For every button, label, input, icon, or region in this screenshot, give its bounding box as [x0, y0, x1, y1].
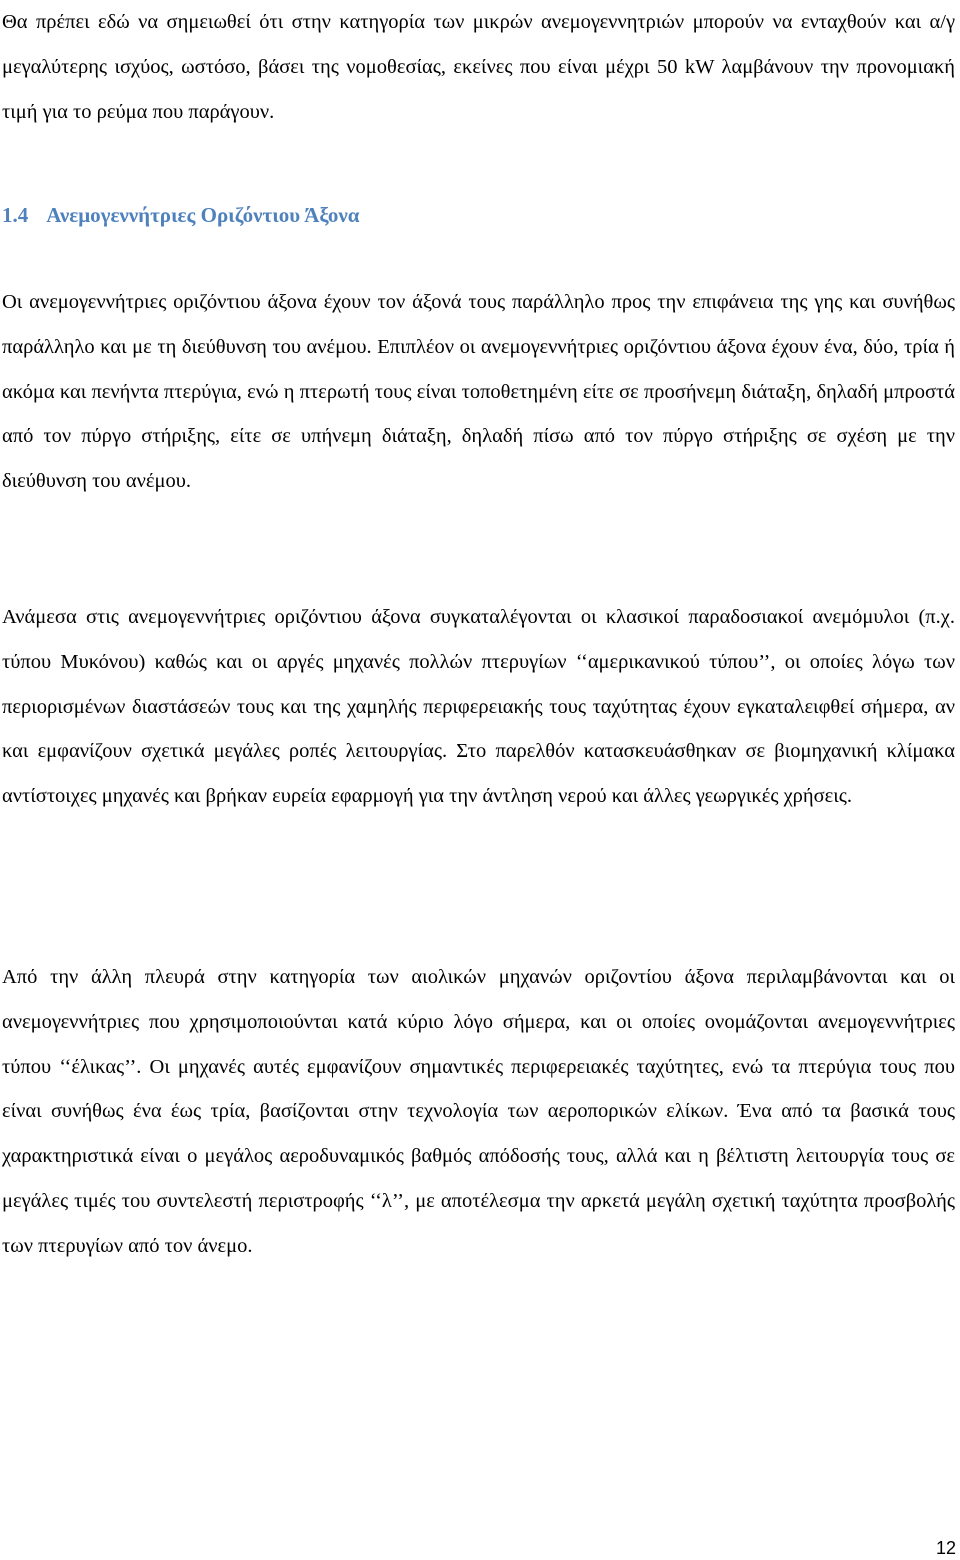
body-paragraph: Ανάμεσα στις ανεμογεννήτριες οριζόντιου άξονα συγκαταλέγονται οι κλασικοί παραδοσιακοί ανεμόμυλοι (π.χ. τύπου Μυκόνου) καθώς και οι αργές μηχανές πολλών πτερυγίων ‘‘αμερικανικού τύπου’’, οι οποίες λόγω των περιορισμένων διαστάσεών τους και της χαμηλής περιφερειακής τους ταχύτητας έχουν εγκαταλειφθεί σήμερα, αν και εμφανίζουν σχετικά μεγάλες ροπές λειτουργίας. Στο παρελθόν κατασκευάσθηκαν σε βιομηχανική κλίμακα αντίστοιχες μηχανές και βρήκαν ευρεία εφαρμογή για την άντληση νερού και άλλες γεωργικές χρήσεις. [2, 606, 955, 808]
intro-paragraph: Θα πρέπει εδώ να σημειωθεί ότι στην κατηγορία των μικρών ανεμογεννητριών μπορούν να ενταχθούν και α/γ μεγαλύτερης ισχύος, ωστόσο, βάσει της νομοθεσίας, εκείνες που είναι μέχρι 50 kW λαμβάνουν την προνομιακή τιμή για το ρεύμα που παράγουν. [2, 11, 955, 123]
body-paragraph: Οι ανεμογεννήτριες οριζόντιου άξονα έχουν τον άξονά τους παράλληλο προς την επιφάνεια της γης και συνήθως παράλληλο και με τη διεύθυνση του ανέμου. Επιπλέον οι ανεμογεννήτριες οριζόντιου άξονα έχουν ένα, δύο, τρία ή ακόμα και πενήντα πτερύγια, ενώ η πτερωτή τους είναι τοποθετημένη είτε σε προσήνεμη διάταξη, δηλαδή μπροστά από τον πύργο στήριξης, είτε σε υπήνεμη διάταξη, δηλαδή πίσω από τον πύργο στήριξης σε σχέση με την διεύθυνση του ανέμου. [2, 291, 955, 493]
page-number: 12 [935, 1538, 956, 1558]
section-heading [2, 193, 359, 237]
section-number: 1.4 [2, 203, 29, 227]
body-paragraph: Από την άλλη πλευρά στην κατηγορία των αιολικών μηχανών οριζοντίου άξονα περιλαμβάνονται και οι ανεμογεννήτριες που χρησιμοποιούνται κατά κύριο λόγο σήμερα, και οι οποίες ονομάζονται ανεμογεννήτριες τύπου ‘‘έλικας’’. Οι μηχανές αυτές εμφανίζουν σημαντικές περιφερειακές ταχύτητες, ενώ τα πτερύγια τους που είναι συνήθως ένα έως τρία, βασίζονται στην τεχνολογία των αεροπορικών ελίκων. Ένα από τα βασικά τους χαρακτηριστικά είναι ο μεγάλος αεροδυναμικός βαθμός απόδοσής τους, αλλά και η βέλτιστη λειτουργία τους σε μεγάλες τιμές του συντελεστή περιστροφής ‘‘λ’’, με αποτέλεσμα την αρκετά μεγάλη σχετική ταχύτητα προσβολής των πτερυγίων από τον άνεμο. [2, 966, 955, 1257]
section-title: Ανεμογεννήτριες Οριζόντιου Άξονα [46, 203, 360, 227]
